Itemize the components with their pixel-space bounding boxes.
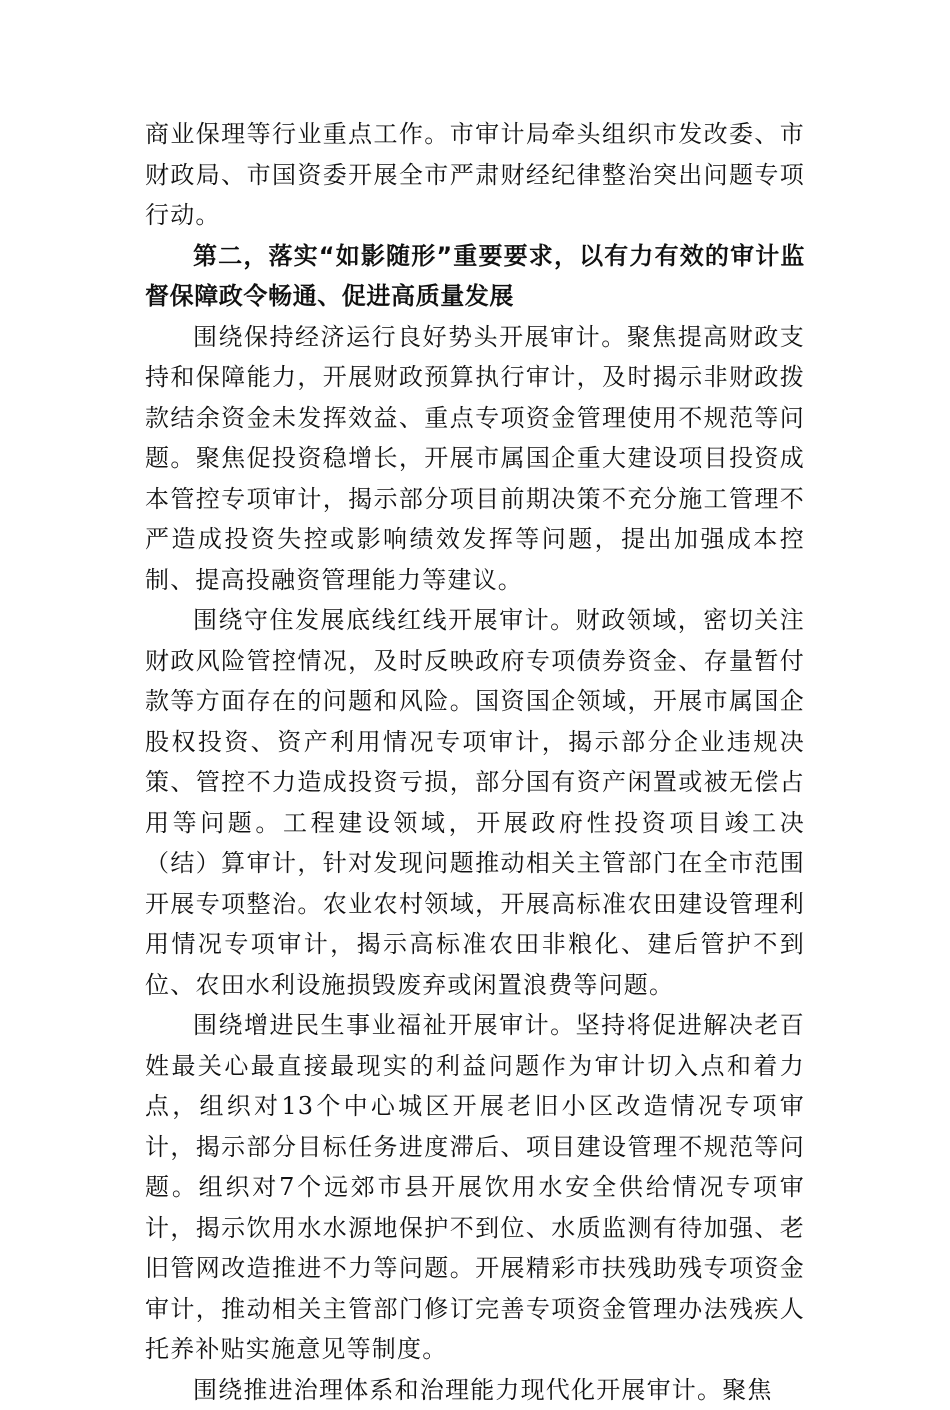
section-heading: 第二，落实“如影随形”重要要求，以有力有效的审计监督保障政令畅通、促进高质量发展	[145, 236, 805, 317]
paragraph-livelihood-audit: 围绕增进民生事业福祉开展审计。坚持将促进解决老百姓最关心最直接最现实的利益问题作为审计切入点和着力点，组织对13个中心城区开展老旧小区改造情况专项审计，揭示部分目标任务进度滞后、项目建设管理不规范等问题。组织对7个远郊市县开展饮用水安全供给情况专项审计，揭示饮用水水源地保护不到位、水质监测有待加强、老旧管网改造推进不力等问题。开展精彩市扶残助残专项资金审计，推动相关主管部门修订完善专项资金管理办法残疾人托养补贴实施意见等制度。	[145, 1005, 805, 1370]
paragraph-governance-audit: 围绕推进治理体系和治理能力现代化开展审计。聚焦	[145, 1370, 805, 1410]
paragraph-risk-audit: 围绕守住发展底线红线开展审计。财政领域，密切关注财政风险管控情况，及时反映政府专项债券资金、存量暂付款等方面存在的问题和风险。国资国企领域，开展市属国企股权投资、资产利用情况专项审计，揭示部分企业违规决策、管控不力造成投资亏损，部分国有资产闲置或被无偿占用等问题。工程建设领域，开展政府性投资项目竣工决（结）算审计，针对发现问题推动相关主管部门在全市范围开展专项整治。农业农村领域，开展高标准农田建设管理利用情况专项审计，揭示高标准农田非粮化、建后管护不到位、农田水利设施损毁废弃或闲置浪费等问题。	[145, 600, 805, 1005]
paragraph-economic-audit: 围绕保持经济运行良好势头开展审计。聚焦提高财政支持和保障能力，开展财政预算执行审计，及时揭示非财政拨款结余资金未发挥效益、重点专项资金管理使用不规范等问题。聚焦促投资稳增长，开展市属国企重大建设项目投资成本管控专项审计，揭示部分项目前期决策不充分施工管理不严造成投资失控或影响绩效发挥等问题，提出加强成本控制、提高投融资管理能力等建议。	[145, 317, 805, 601]
paragraph-continuation: 商业保理等行业重点工作。市审计局牵头组织市发改委、市财政局、市国资委开展全市严肃财经纪律整治突出问题专项行动。	[145, 114, 805, 236]
document-body	[145, 114, 805, 1410]
